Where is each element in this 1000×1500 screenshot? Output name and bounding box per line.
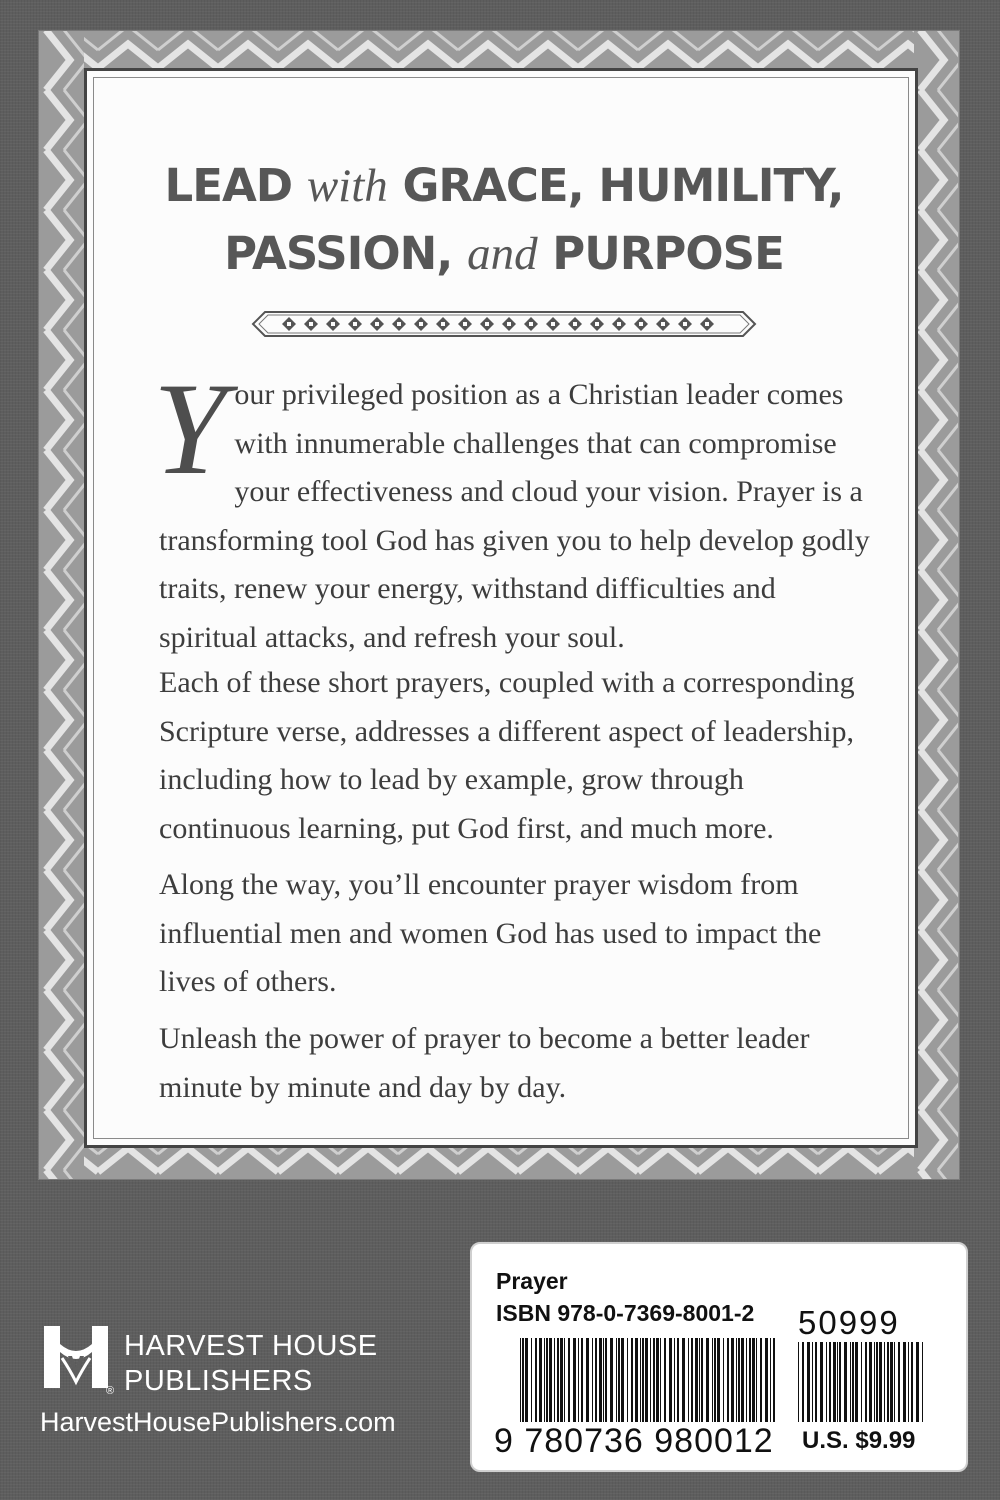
barcode-bar bbox=[741, 1338, 744, 1422]
barcode-price: U.S. $9.99 bbox=[802, 1427, 916, 1454]
headline-lead: LEAD bbox=[164, 159, 293, 212]
barcode-bar bbox=[674, 1338, 675, 1422]
publisher-name-line-1: HARVEST HOUSE bbox=[124, 1330, 378, 1362]
barcode-bar bbox=[884, 1342, 885, 1422]
barcode-bar bbox=[621, 1338, 624, 1422]
barcode-bar bbox=[746, 1338, 747, 1422]
paragraph-2: Each of these short prayers, coupled with a corresponding Scripture verse, addresses a different aspect of leadership, including how to lead by example, grow through continuous learning, put God first, and much more. bbox=[159, 666, 855, 845]
barcode-bar bbox=[874, 1342, 875, 1422]
barcode-bar bbox=[539, 1338, 542, 1422]
barcode-bar bbox=[852, 1342, 854, 1422]
barcode-bar bbox=[894, 1342, 895, 1422]
barcode-bar bbox=[522, 1338, 524, 1422]
barcode-bar bbox=[627, 1338, 628, 1422]
barcode-bar bbox=[773, 1338, 775, 1422]
barcode-bar bbox=[820, 1342, 823, 1422]
barcode-bar bbox=[525, 1338, 528, 1422]
barcode-bar bbox=[595, 1338, 597, 1422]
barcode-bar bbox=[669, 1338, 672, 1422]
barcode-bar bbox=[738, 1338, 740, 1422]
barcode-bar bbox=[723, 1338, 724, 1422]
barcode-bar bbox=[869, 1342, 872, 1422]
headline-line-1 bbox=[87, 159, 921, 212]
barcode-bar bbox=[557, 1338, 559, 1422]
barcode-bar bbox=[695, 1338, 698, 1422]
barcode-bar bbox=[712, 1338, 713, 1422]
barcode-bar bbox=[922, 1342, 923, 1422]
barcode-category: Prayer bbox=[496, 1268, 568, 1294]
barcode-addon-number: 50999 bbox=[798, 1304, 900, 1341]
barcode-bar bbox=[736, 1338, 737, 1422]
harvest-house-logo-icon bbox=[40, 1322, 115, 1397]
barcode-bar bbox=[887, 1342, 889, 1422]
barcode-bar bbox=[714, 1338, 716, 1422]
barcode-bar bbox=[749, 1338, 751, 1422]
barcode-bar bbox=[635, 1338, 638, 1422]
barcode-bar bbox=[839, 1342, 841, 1422]
barcode-bar bbox=[876, 1342, 878, 1422]
barcode-bar bbox=[568, 1338, 570, 1422]
barcode-bar bbox=[546, 1338, 548, 1422]
barcode-digits: 9 780736 980012 bbox=[494, 1422, 774, 1460]
barcode-bar bbox=[645, 1338, 648, 1422]
barcode-bar bbox=[731, 1338, 734, 1422]
barcode-bar bbox=[586, 1338, 589, 1422]
barcode-bar bbox=[717, 1338, 720, 1422]
publisher-name-line-2: PUBLISHERS bbox=[124, 1365, 313, 1397]
barcode-bar bbox=[802, 1342, 804, 1422]
barcode-bar bbox=[653, 1338, 655, 1422]
barcode-bar bbox=[898, 1342, 900, 1422]
barcode-bar bbox=[616, 1338, 617, 1422]
barcode-bar bbox=[618, 1338, 620, 1422]
barcode-bar bbox=[581, 1338, 583, 1422]
headline-grace: GRACE, HUMILITY, bbox=[402, 159, 844, 212]
publisher-url: HarvestHousePublishers.com bbox=[40, 1407, 396, 1437]
barcode-bar bbox=[564, 1338, 565, 1422]
barcode-bar bbox=[798, 1342, 799, 1422]
barcode-bar bbox=[677, 1338, 679, 1422]
barcode-bar bbox=[756, 1338, 757, 1422]
barcode-sticker bbox=[470, 1242, 968, 1472]
barcode-bar bbox=[815, 1342, 817, 1422]
barcode-bar bbox=[916, 1342, 919, 1422]
barcode-bar bbox=[908, 1342, 909, 1422]
barcode-bar bbox=[752, 1338, 755, 1422]
barcode-bar bbox=[807, 1342, 810, 1422]
barcode-bar bbox=[688, 1338, 689, 1422]
drop-cap: Y bbox=[153, 355, 227, 502]
barcode-bar bbox=[706, 1338, 709, 1422]
barcode-bar bbox=[531, 1338, 532, 1422]
barcode-bar bbox=[573, 1338, 576, 1422]
paragraph-1-text: our privileged position as a Christian leader comes with innumerable challenges that can compromise your effectiveness and cloud your vision. Prayer is a transforming tool God has given you to help develop godly traits, renew your energy, withstand difficulties and spiritual attacks, and refresh your soul. bbox=[159, 378, 870, 654]
text-panel bbox=[84, 68, 918, 1148]
barcode-bar bbox=[861, 1342, 862, 1422]
headline-passion: PASSION, bbox=[224, 227, 453, 280]
barcode-bar bbox=[599, 1338, 602, 1422]
barcode-bar bbox=[812, 1342, 813, 1422]
barcode-bar bbox=[682, 1338, 685, 1422]
barcode-bar bbox=[911, 1342, 913, 1422]
barcode-bar bbox=[903, 1342, 906, 1422]
barcode-bar bbox=[691, 1338, 693, 1422]
barcode-bar bbox=[605, 1338, 607, 1422]
barcode-bar bbox=[770, 1338, 771, 1422]
ean-barcode bbox=[520, 1338, 776, 1422]
barcode-bar bbox=[727, 1338, 729, 1422]
paragraph-1 bbox=[153, 355, 879, 662]
paragraph-3: Along the way, you’ll encounter prayer wisdom from influential men and women God has used to impact the lives of others. bbox=[159, 868, 822, 998]
addon-barcode bbox=[798, 1342, 926, 1422]
barcode-bar bbox=[640, 1338, 641, 1422]
barcode-bar bbox=[879, 1342, 882, 1422]
barcode-bar bbox=[603, 1338, 604, 1422]
barcode-bar bbox=[855, 1342, 858, 1422]
barcode-bar bbox=[833, 1342, 836, 1422]
barcode-bar bbox=[642, 1338, 644, 1422]
barcode-bar bbox=[829, 1342, 831, 1422]
barcode-bar bbox=[592, 1338, 593, 1422]
headline-purpose: PURPOSE bbox=[552, 227, 784, 280]
barcode-isbn: ISBN 978-0-7369-8001-2 bbox=[496, 1300, 755, 1326]
barcode-bar bbox=[826, 1342, 827, 1422]
barcode-bar bbox=[765, 1338, 768, 1422]
barcode-bar bbox=[850, 1342, 851, 1422]
headline-line-2 bbox=[87, 227, 921, 280]
headline-with: with bbox=[306, 160, 388, 212]
barcode-bar bbox=[544, 1338, 545, 1422]
barcode-bar bbox=[560, 1338, 563, 1422]
barcode-bar bbox=[610, 1338, 613, 1422]
barcode-bar bbox=[650, 1338, 651, 1422]
barcode-bar bbox=[760, 1338, 762, 1422]
barcode-bar bbox=[844, 1342, 847, 1422]
barcode-bar bbox=[865, 1342, 867, 1422]
registered-mark: ® bbox=[106, 1385, 115, 1397]
barcode-bar bbox=[656, 1338, 659, 1422]
barcode-bar bbox=[837, 1342, 838, 1422]
paragraph-4: Unleash the power of prayer to become a better leader minute by minute and day by day. bbox=[159, 1022, 810, 1104]
barcode-bar bbox=[549, 1338, 552, 1422]
divider-ornament bbox=[251, 309, 757, 339]
barcode-bar bbox=[660, 1338, 661, 1422]
barcode-bar bbox=[520, 1338, 521, 1422]
barcode-bar bbox=[535, 1338, 537, 1422]
barcode-bar bbox=[664, 1338, 666, 1422]
barcode-bar bbox=[890, 1342, 893, 1422]
barcode-bar bbox=[631, 1338, 633, 1422]
barcode-bar bbox=[701, 1338, 703, 1422]
barcode-bar bbox=[554, 1338, 555, 1422]
barcode-bar bbox=[699, 1338, 700, 1422]
barcode-bar bbox=[578, 1338, 579, 1422]
headline-and: and bbox=[467, 228, 538, 280]
